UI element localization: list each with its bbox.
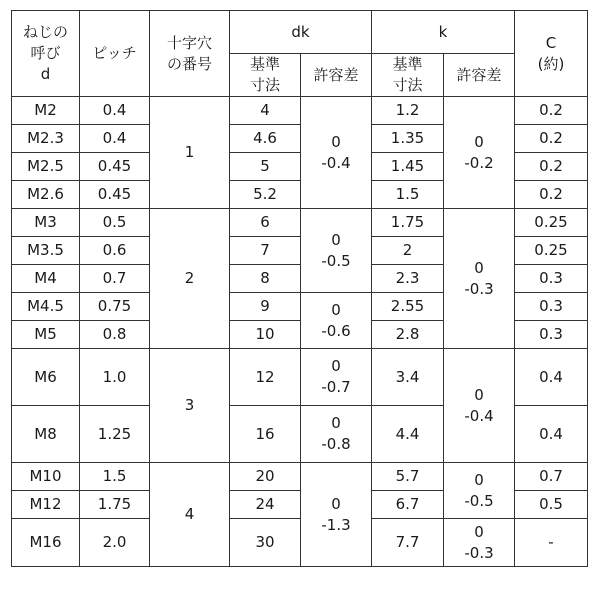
cell-c: 0.2: [515, 97, 588, 125]
cell-dk: 9: [230, 293, 301, 321]
cell-dk: 5.2: [230, 181, 301, 209]
spec-table-wrapper: [11, 10, 588, 567]
cell-d: M4.5: [12, 293, 80, 321]
cell-k-tolerance: 0 -0.5: [444, 463, 515, 519]
cell-dk: 6: [230, 209, 301, 237]
table-row: [12, 97, 588, 125]
cell-d: M3.5: [12, 237, 80, 265]
cell-c: 0.25: [515, 237, 588, 265]
cell-k: 1.35: [372, 125, 444, 153]
cell-dk: 20: [230, 463, 301, 491]
cell-c: 0.3: [515, 321, 588, 349]
cell-pitch: 0.6: [80, 237, 150, 265]
table-row: [12, 519, 588, 567]
cell-pitch: 0.75: [80, 293, 150, 321]
header-k-tolerance: 許容差: [444, 54, 515, 97]
table-row: [12, 463, 588, 491]
cell-c: 0.2: [515, 181, 588, 209]
cell-dk-tolerance: 0 -1.3: [301, 463, 372, 567]
cell-c: -: [515, 519, 588, 567]
cell-dk: 8: [230, 265, 301, 293]
cell-dk-tolerance: 0 -0.5: [301, 209, 372, 293]
cell-d: M2: [12, 97, 80, 125]
cell-dk: 5: [230, 153, 301, 181]
cell-dk: 4: [230, 97, 301, 125]
cell-pitch: 0.4: [80, 97, 150, 125]
cell-c: 0.5: [515, 491, 588, 519]
cell-cross-recess: 3: [150, 349, 230, 463]
header-row-1: [12, 11, 588, 54]
header-c-approx: C (約): [515, 11, 588, 97]
cell-pitch: 0.45: [80, 181, 150, 209]
cell-dk: 24: [230, 491, 301, 519]
cell-k: 1.75: [372, 209, 444, 237]
cell-k: 2.55: [372, 293, 444, 321]
cell-d: M2.5: [12, 153, 80, 181]
header-dk-tolerance: 許容差: [301, 54, 372, 97]
header-dk: dk: [230, 11, 372, 54]
cell-dk: 10: [230, 321, 301, 349]
cell-c: 0.2: [515, 153, 588, 181]
cell-c: 0.3: [515, 265, 588, 293]
cell-cross-recess: 4: [150, 463, 230, 567]
cell-d: M10: [12, 463, 80, 491]
cell-c: 0.2: [515, 125, 588, 153]
cell-k: 1.5: [372, 181, 444, 209]
cell-pitch: 1.0: [80, 349, 150, 406]
cell-pitch: 1.5: [80, 463, 150, 491]
cell-k: 3.4: [372, 349, 444, 406]
header-k-base: 基準 寸法: [372, 54, 444, 97]
cell-k: 7.7: [372, 519, 444, 567]
cell-dk-tolerance: 0 -0.6: [301, 293, 372, 349]
cell-c: 0.4: [515, 406, 588, 463]
cell-k: 5.7: [372, 463, 444, 491]
cell-pitch: 2.0: [80, 519, 150, 567]
cell-dk: 4.6: [230, 125, 301, 153]
cell-k: 4.4: [372, 406, 444, 463]
header-cross-recess-number: 十字穴 の番号: [150, 11, 230, 97]
cell-c: 0.4: [515, 349, 588, 406]
cell-pitch: 0.8: [80, 321, 150, 349]
cell-cross-recess: 2: [150, 209, 230, 349]
header-pitch: ピッチ: [80, 11, 150, 97]
cell-c: 0.3: [515, 293, 588, 321]
cell-k: 1.2: [372, 97, 444, 125]
cell-k: 1.45: [372, 153, 444, 181]
cell-dk: 16: [230, 406, 301, 463]
cell-k-tolerance: 0 -0.3: [444, 519, 515, 567]
cell-k: 2: [372, 237, 444, 265]
cell-pitch: 0.7: [80, 265, 150, 293]
cell-dk: 30: [230, 519, 301, 567]
cell-dk-tolerance: 0 -0.8: [301, 406, 372, 463]
cell-pitch: 0.5: [80, 209, 150, 237]
cell-d: M16: [12, 519, 80, 567]
cell-k: 2.8: [372, 321, 444, 349]
cell-dk-tolerance: 0 -0.4: [301, 97, 372, 209]
cell-pitch: 0.4: [80, 125, 150, 153]
cell-k-tolerance: 0 -0.2: [444, 97, 515, 209]
screw-spec-table: [11, 10, 588, 567]
cell-dk-tolerance: 0 -0.7: [301, 349, 372, 406]
cell-pitch: 1.75: [80, 491, 150, 519]
table-row: [12, 349, 588, 406]
cell-d: M2.3: [12, 125, 80, 153]
cell-d: M6: [12, 349, 80, 406]
cell-k-tolerance: 0 -0.3: [444, 209, 515, 349]
cell-cross-recess: 1: [150, 97, 230, 209]
cell-d: M4: [12, 265, 80, 293]
cell-k-tolerance: 0 -0.4: [444, 349, 515, 463]
cell-pitch: 0.45: [80, 153, 150, 181]
cell-k: 2.3: [372, 265, 444, 293]
cell-c: 0.7: [515, 463, 588, 491]
cell-c: 0.25: [515, 209, 588, 237]
cell-d: M3: [12, 209, 80, 237]
header-nominal-diameter: ねじの 呼び d: [12, 11, 80, 97]
table-row: [12, 209, 588, 237]
cell-k: 6.7: [372, 491, 444, 519]
cell-dk: 12: [230, 349, 301, 406]
cell-dk: 7: [230, 237, 301, 265]
header-k: k: [372, 11, 515, 54]
header-dk-base: 基準 寸法: [230, 54, 301, 97]
cell-pitch: 1.25: [80, 406, 150, 463]
cell-d: M12: [12, 491, 80, 519]
cell-d: M2.6: [12, 181, 80, 209]
cell-d: M5: [12, 321, 80, 349]
cell-d: M8: [12, 406, 80, 463]
